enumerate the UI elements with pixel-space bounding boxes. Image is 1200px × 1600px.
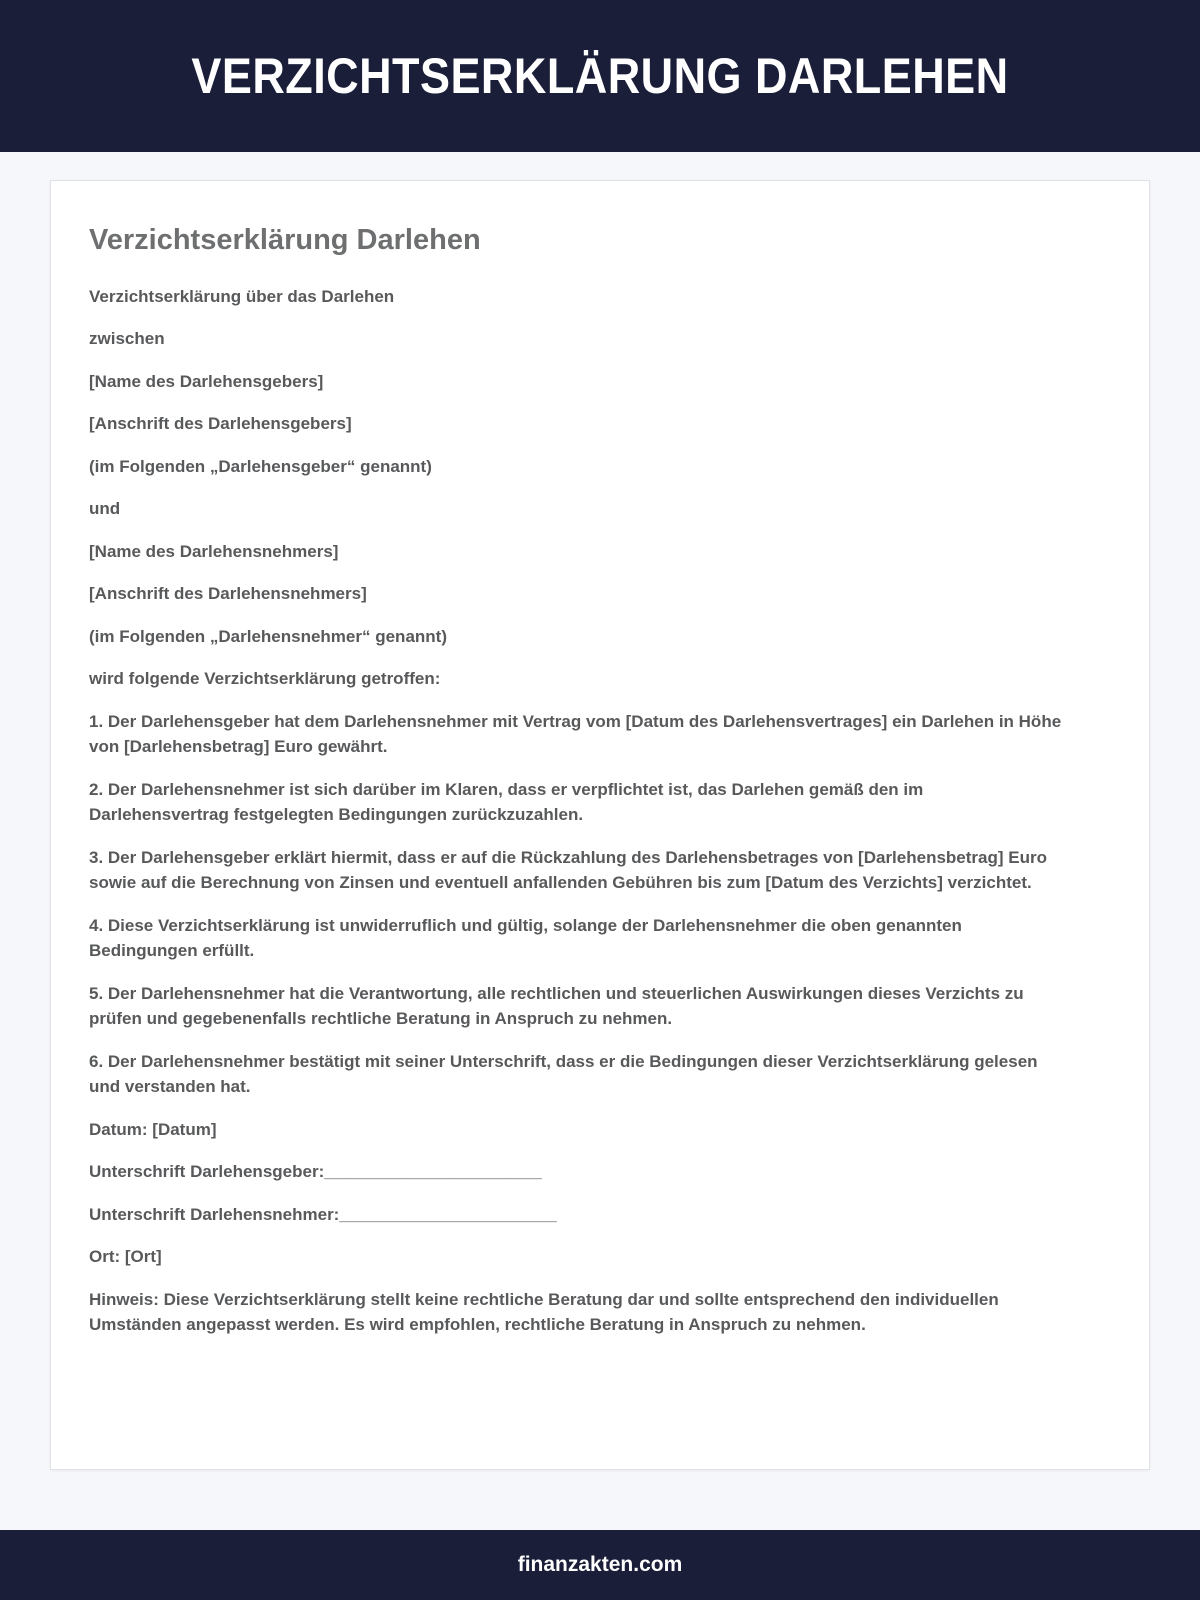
document-paragraph: 2. Der Darlehensnehmer ist sich darüber im Klaren, dass er verpflichtet ist, das Darlehen gemäß den im Darlehensvertrag festgelegten Bedingungen zurückzuzahlen. bbox=[89, 779, 924, 825]
document-paragraph: 4. Diese Verzichtserklärung ist unwiderruflich und gültig, solange der Darlehensnehmer die oben genannten Bedingungen erfüllt. bbox=[89, 915, 962, 961]
document-paragraph: (im Folgenden „Darlehensgeber“ genannt) bbox=[89, 456, 432, 476]
document-paragraph: Hinweis: Diese Verzichtserklärung stellt keine rechtliche Beratung dar und sollte entsprechend den individuellen Umständen angepasst werden. Es wird empfohlen, rechtliche Beratung in Anspruch zu nehmen. bbox=[89, 1289, 999, 1335]
document-title: Verzichtserklärung Darlehen bbox=[89, 224, 481, 256]
document-paragraph: Verzichtserklärung über das Darlehen bbox=[89, 286, 395, 306]
document-paragraph: 3. Der Darlehensgeber erklärt hiermit, dass er auf die Rückzahlung des Darlehensbetrages von [Darlehensbetrag] Euro sowie auf die Berechnung von Zinsen und eventuell anfallenden Gebühren bis zum [Datum des Verzichts] verzichtet. bbox=[89, 847, 1047, 893]
document-paragraph: (im Folgenden „Darlehensnehmer“ genannt) bbox=[89, 626, 447, 646]
document-paragraph: wird folgende Verzichtserklärung getroffen: bbox=[89, 669, 441, 689]
page-footer bbox=[0, 1530, 1200, 1600]
page-title: VERZICHTSERKLÄRUNG DARLEHEN bbox=[191, 48, 1009, 104]
page-header bbox=[0, 0, 1200, 152]
document-paragraph: 5. Der Darlehensnehmer hat die Verantwortung, alle rechtlichen und steuerlichen Auswirkungen dieses Verzichts zu prüfen und gegebenenfalls rechtliche Beratung in Anspruch zu nehmen. bbox=[89, 983, 1024, 1029]
document-paragraph: und bbox=[89, 499, 121, 519]
footer-brand: finanzakten.com bbox=[517, 1553, 683, 1576]
document-paragraph: 1. Der Darlehensgeber hat dem Darlehensnehmer mit Vertrag vom [Datum des Darlehensvertrages] ein Darlehen in Höhe von [Darlehensbetrag] Euro gewährt. bbox=[89, 711, 1062, 757]
document-paragraph: [Anschrift des Darlehensnehmers] bbox=[89, 584, 367, 604]
document-paragraph: 6. Der Darlehensnehmer bestätigt mit seiner Unterschrift, dass er die Bedingungen dieser Verzichtserklärung gelesen und verstanden hat. bbox=[89, 1051, 1038, 1097]
document-paragraph: [Name des Darlehensgebers] bbox=[89, 371, 324, 391]
document-paragraph: Ort: [Ort] bbox=[89, 1247, 162, 1267]
document-paragraph: Unterschrift Darlehensgeber:_______________________ bbox=[89, 1162, 542, 1182]
document-card bbox=[50, 180, 1150, 1470]
document-body bbox=[89, 284, 1111, 1338]
document-paragraph: Unterschrift Darlehensnehmer:_______________________ bbox=[89, 1204, 557, 1224]
document-paragraph: Datum: [Datum] bbox=[89, 1119, 217, 1139]
document-paragraph: zwischen bbox=[89, 329, 165, 349]
document-paragraph: [Name des Darlehensnehmers] bbox=[89, 541, 339, 561]
document-paragraph: [Anschrift des Darlehensgebers] bbox=[89, 414, 352, 434]
